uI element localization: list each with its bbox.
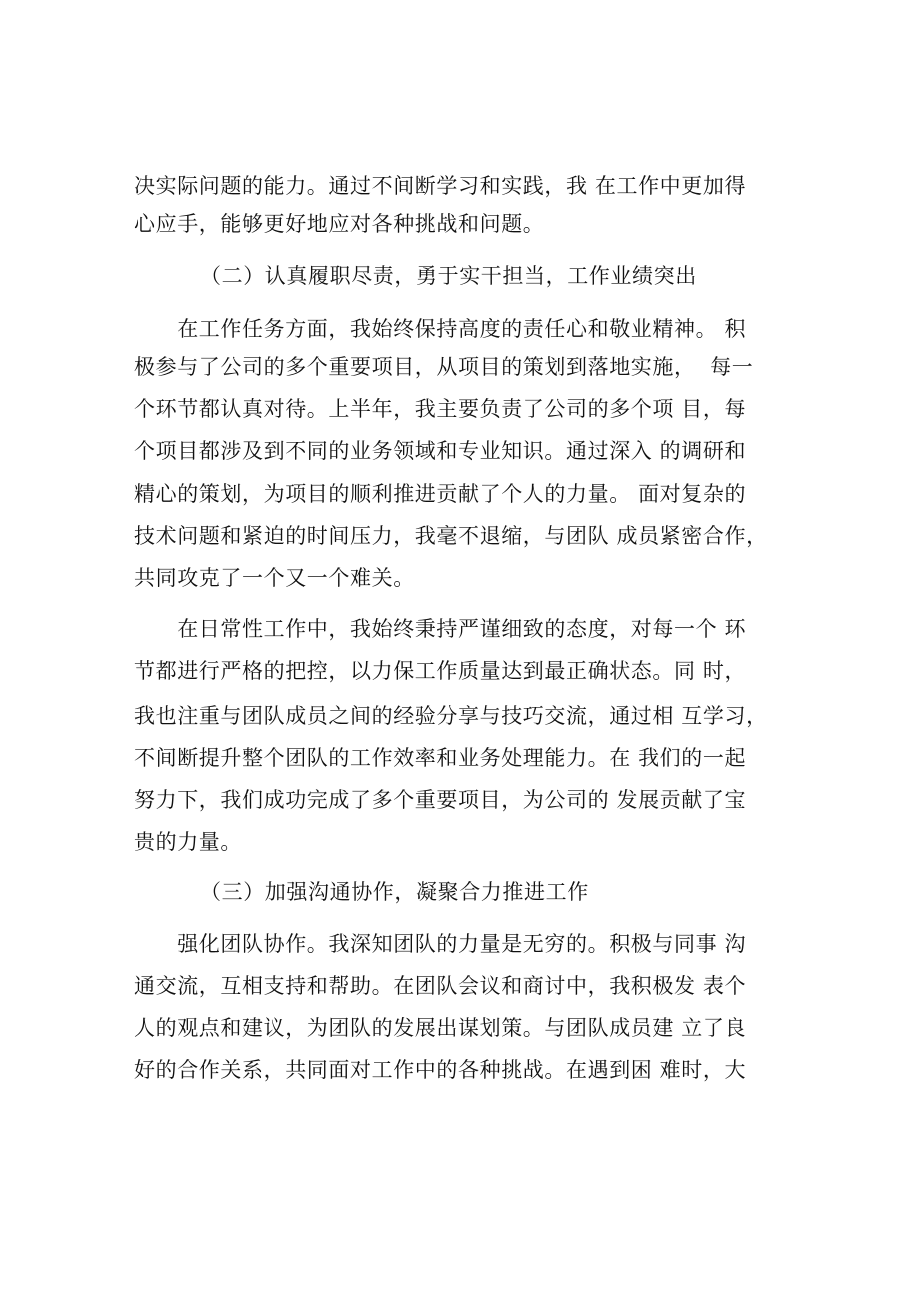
body-text-line: 个环节都认真对待。上半年，我主要负责了公司的多个项 目，每: [134, 397, 747, 421]
body-text-line: 不间断提升整个团队的工作效率和业务处理能力。在 我们的一起: [134, 746, 747, 770]
body-text-line: 通交流，互相支持和帮助。在团队会议和商讨中，我积极发 表个: [134, 974, 747, 998]
body-text-line: 好的合作关系，共同面对工作中的各种挑战。在遇到困 难时，大: [134, 1058, 747, 1082]
body-text-line: 决实际问题的能力。通过不间断学习和实践，我 在工作中更加得: [134, 174, 747, 198]
body-text-line: 强化团队协作。我深知团队的力量是无穷的。积极与同事 沟: [134, 932, 747, 956]
body-text-line: 极参与了公司的多个重要项目，从项目的策划到落地实施， 每一: [134, 355, 754, 379]
section-heading-2: （二）认真履职尽责，勇于实干担当，工作业绩突出: [200, 264, 697, 288]
body-text-line: 我也注重与团队成员之间的经验分享与技巧交流，通过相 互学习，: [134, 704, 768, 728]
body-text-line: 人的观点和建议，为团队的发展出谋划策。与团队成员建 立了良: [134, 1016, 747, 1040]
body-text-line: 技术问题和紧迫的时间压力，我毫不退缩，与团队 成员紧密合作，: [134, 524, 768, 548]
body-text-line: 节都进行严格的把控，以力保工作质量达到最正确状态。同 时，: [134, 659, 747, 683]
body-text-line: 心应手，能够更好地应对各种挑战和问题。: [134, 212, 545, 236]
body-text-line: 在日常性工作中，我始终秉持严谨细致的态度，对每一个 环: [134, 617, 747, 641]
body-text-line: 精心的策划，为项目的顺利推进贡献了个人的力量。 面对复杂的: [134, 482, 747, 506]
body-text-line: 贵的力量。: [134, 830, 242, 854]
body-text-line: 努力下，我们成功完成了多个重要项目，为公司的 发展贡献了宝: [134, 788, 747, 812]
section-heading-3: （三）加强沟通协作，凝聚合力推进工作: [200, 880, 589, 904]
body-text-line: 共同攻克了一个又一个难关。: [134, 566, 415, 590]
body-text-line: 在工作任务方面，我始终保持高度的责任心和敬业精神。 积: [134, 317, 747, 341]
body-text-line: 个项目都涉及到不同的业务领域和专业知识。通过深入 的调研和: [134, 439, 747, 463]
